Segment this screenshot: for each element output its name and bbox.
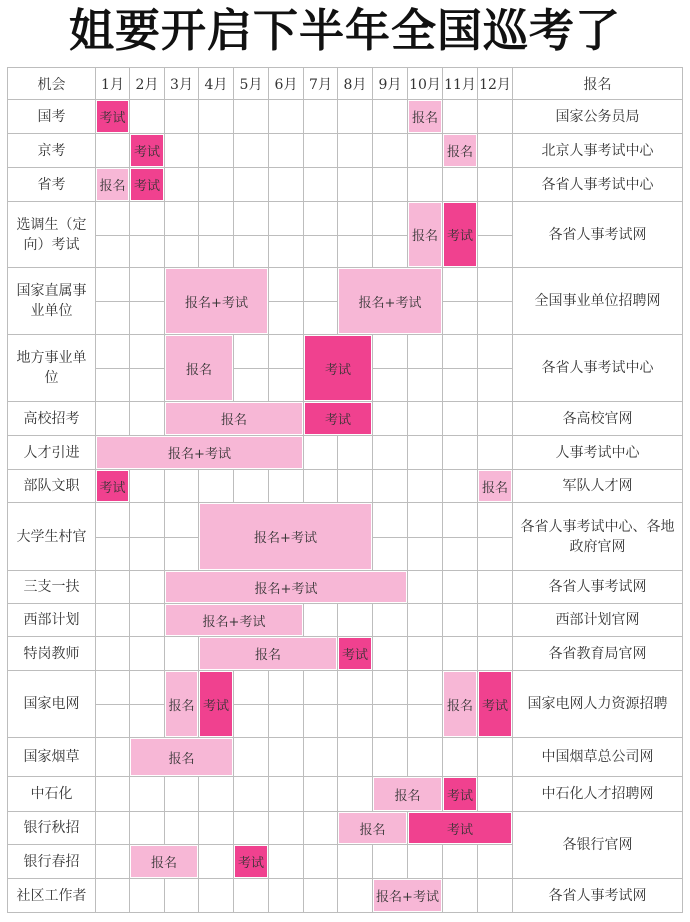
- month-cell: [129, 469, 165, 503]
- cell-divider: [234, 235, 268, 236]
- header-label-col: 机会: [7, 67, 96, 100]
- month-cell: [407, 133, 443, 168]
- registration-block: 报名: [443, 671, 477, 737]
- month-cell: [372, 201, 408, 268]
- row-label: 国考: [7, 99, 96, 134]
- month-cell: [129, 334, 165, 402]
- month-cell: [95, 878, 130, 913]
- month-cell: [233, 776, 269, 812]
- month-cell: [407, 570, 443, 604]
- row-org: 国家公务员局: [512, 99, 683, 134]
- month-cell: [268, 737, 304, 777]
- header-month: 3月: [164, 67, 199, 100]
- month-cell: [198, 99, 234, 134]
- exam-block: 考试: [130, 168, 164, 201]
- month-cell: [337, 776, 373, 812]
- cell-divider: [443, 301, 477, 302]
- month-cell: [477, 603, 513, 637]
- header-org-col: 报名: [512, 67, 683, 100]
- month-cell: [95, 502, 130, 571]
- month-cell: [198, 133, 234, 168]
- row-org: 各银行官网: [512, 811, 683, 879]
- cell-divider: [373, 235, 407, 236]
- month-cell: [233, 878, 269, 913]
- month-cell: [233, 737, 269, 777]
- row-org: 人事考试中心: [512, 435, 683, 470]
- month-cell: [442, 435, 478, 470]
- row-label: 京考: [7, 133, 96, 168]
- cell-divider: [199, 235, 233, 236]
- registration-block: 报名: [443, 134, 477, 167]
- month-cell: [198, 844, 234, 879]
- month-cell: [303, 133, 338, 168]
- month-cell: [233, 469, 269, 503]
- cell-divider: [408, 537, 442, 538]
- month-cell: [407, 603, 443, 637]
- month-cell: [477, 737, 513, 777]
- registration-exam-block: 报名+考试: [199, 503, 372, 570]
- month-cell: [198, 878, 234, 913]
- cell-divider: [96, 537, 129, 538]
- cell-divider: [165, 537, 198, 538]
- cell-divider: [478, 537, 512, 538]
- registration-block: 报名: [199, 637, 337, 670]
- registration-block: 报名: [338, 812, 407, 844]
- month-cell: [198, 776, 234, 812]
- month-cell: [477, 99, 513, 134]
- registration-exam-block: 报名+考试: [96, 436, 303, 469]
- row-label: 国家电网: [7, 670, 96, 738]
- month-cell: [164, 811, 199, 845]
- month-cell: [303, 435, 338, 470]
- month-cell: [129, 811, 165, 845]
- month-cell: [407, 502, 443, 571]
- row-org: 国家电网人力资源招聘: [512, 670, 683, 738]
- month-cell: [198, 167, 234, 202]
- month-cell: [95, 737, 130, 777]
- cell-divider: [373, 368, 407, 369]
- month-cell: [337, 99, 373, 134]
- month-cell: [198, 811, 234, 845]
- month-cell: [477, 133, 513, 168]
- exam-block: 考试: [199, 671, 233, 737]
- registration-exam-block: 报名+考试: [165, 268, 268, 334]
- month-cell: [337, 469, 373, 503]
- month-cell: [477, 570, 513, 604]
- month-cell: [477, 435, 513, 470]
- row-org: 各省教育局官网: [512, 636, 683, 671]
- cell-divider: [408, 704, 442, 705]
- month-cell: [129, 670, 165, 738]
- cell-divider: [96, 704, 129, 705]
- month-cell: [95, 670, 130, 738]
- registration-exam-block: 报名+考试: [165, 604, 303, 636]
- exam-block: 考试: [443, 777, 477, 811]
- month-cell: [233, 670, 269, 738]
- month-cell: [268, 167, 304, 202]
- month-cell: [268, 469, 304, 503]
- month-cell: [95, 401, 130, 436]
- month-cell: [407, 334, 443, 402]
- month-cell: [477, 844, 513, 879]
- row-label: 地方事业单位: [7, 334, 96, 402]
- registration-block: 报名: [408, 202, 442, 267]
- month-cell: [268, 334, 304, 402]
- month-cell: [477, 267, 513, 335]
- row-label: 选调生（定向）考试: [7, 201, 96, 268]
- cell-divider: [408, 368, 442, 369]
- row-label: 省考: [7, 167, 96, 202]
- month-cell: [477, 502, 513, 571]
- page-title: 姐要开启下半年全国巡考了: [68, 4, 621, 57]
- month-cell: [129, 401, 165, 436]
- month-cell: [372, 167, 408, 202]
- month-cell: [303, 201, 338, 268]
- row-org: 各高校官网: [512, 401, 683, 436]
- month-cell: [477, 776, 513, 812]
- cell-divider: [269, 704, 303, 705]
- month-cell: [407, 435, 443, 470]
- month-cell: [303, 267, 338, 335]
- header-month: 10月: [407, 67, 443, 100]
- registration-block: 报名: [408, 100, 442, 133]
- row-org: 各省人事考试网: [512, 878, 683, 913]
- header-month: 1月: [95, 67, 130, 100]
- cell-divider: [478, 368, 512, 369]
- header-month: 12月: [477, 67, 513, 100]
- month-cell: [164, 133, 199, 168]
- month-cell: [164, 776, 199, 812]
- registration-block: 报名: [130, 738, 233, 776]
- month-cell: [268, 878, 304, 913]
- month-cell: [95, 570, 130, 604]
- registration-block: 报名: [373, 777, 442, 811]
- cell-divider: [130, 368, 164, 369]
- exam-block: 考试: [234, 845, 268, 878]
- cell-divider: [373, 537, 407, 538]
- cell-divider: [304, 301, 337, 302]
- month-cell: [95, 133, 130, 168]
- registration-exam-block: 报名+考试: [373, 879, 442, 912]
- month-cell: [129, 636, 165, 671]
- row-org: 各省人事考试中心: [512, 334, 683, 402]
- exam-block: 考试: [338, 637, 372, 670]
- month-cell: [95, 636, 130, 671]
- header-month: 9月: [372, 67, 408, 100]
- row-label: 社区工作者: [7, 878, 96, 913]
- row-org: 北京人事考试中心: [512, 133, 683, 168]
- cell-divider: [478, 235, 512, 236]
- month-cell: [95, 334, 130, 402]
- month-cell: [442, 603, 478, 637]
- registration-block: 报名: [96, 168, 129, 201]
- month-cell: [442, 167, 478, 202]
- month-cell: [407, 670, 443, 738]
- cell-divider: [269, 301, 303, 302]
- header-month: 5月: [233, 67, 269, 100]
- month-cell: [303, 878, 338, 913]
- month-cell: [233, 133, 269, 168]
- month-cell: [372, 670, 408, 738]
- month-cell: [442, 737, 478, 777]
- cell-divider: [338, 235, 372, 236]
- month-cell: [129, 201, 165, 268]
- month-cell: [129, 878, 165, 913]
- cell-divider: [130, 537, 164, 538]
- header-month: 11月: [442, 67, 478, 100]
- cell-divider: [443, 368, 477, 369]
- registration-exam-block: 报名+考试: [165, 571, 407, 603]
- month-cell: [303, 469, 338, 503]
- month-cell: [372, 502, 408, 571]
- month-cell: [442, 844, 478, 879]
- month-cell: [337, 670, 373, 738]
- month-cell: [442, 99, 478, 134]
- month-cell: [477, 167, 513, 202]
- row-label: 部队文职: [7, 469, 96, 503]
- month-cell: [372, 844, 408, 879]
- month-cell: [198, 469, 234, 503]
- month-cell: [95, 603, 130, 637]
- month-cell: [268, 776, 304, 812]
- month-cell: [268, 201, 304, 268]
- month-cell: [268, 267, 304, 335]
- month-cell: [372, 469, 408, 503]
- month-cell: [442, 878, 478, 913]
- row-label: 国家烟草: [7, 737, 96, 777]
- row-org: 全国事业单位招聘网: [512, 267, 683, 335]
- row-label: 三支一扶: [7, 570, 96, 604]
- month-cell: [129, 570, 165, 604]
- exam-block: 考试: [304, 402, 372, 435]
- cell-divider: [96, 301, 129, 302]
- exam-block: 考试: [304, 335, 372, 401]
- month-cell: [303, 167, 338, 202]
- cell-divider: [234, 704, 268, 705]
- row-label: 国家直属事业单位: [7, 267, 96, 335]
- cell-divider: [165, 235, 198, 236]
- header-month: 6月: [268, 67, 304, 100]
- registration-exam-block: 报名+考试: [338, 268, 442, 334]
- cell-divider: [130, 704, 164, 705]
- month-cell: [372, 334, 408, 402]
- month-cell: [233, 99, 269, 134]
- cell-divider: [443, 537, 477, 538]
- month-cell: [477, 878, 513, 913]
- month-cell: [233, 334, 269, 402]
- row-label: 银行秋招: [7, 811, 96, 845]
- month-cell: [442, 570, 478, 604]
- cell-divider: [373, 704, 407, 705]
- month-cell: [303, 670, 338, 738]
- cell-divider: [269, 368, 303, 369]
- cell-divider: [478, 301, 512, 302]
- cell-divider: [130, 235, 164, 236]
- month-cell: [372, 435, 408, 470]
- header-month: 7月: [303, 67, 338, 100]
- month-cell: [477, 401, 513, 436]
- month-cell: [164, 167, 199, 202]
- cell-divider: [304, 704, 337, 705]
- cell-divider: [96, 235, 129, 236]
- month-cell: [407, 469, 443, 503]
- month-cell: [164, 502, 199, 571]
- month-cell: [477, 201, 513, 268]
- month-cell: [164, 469, 199, 503]
- month-cell: [129, 267, 165, 335]
- row-org: 各省人事考试中心、各地政府官网: [512, 502, 683, 571]
- month-cell: [95, 776, 130, 812]
- exam-block: 考试: [130, 134, 164, 167]
- month-cell: [164, 636, 199, 671]
- month-cell: [268, 670, 304, 738]
- month-cell: [95, 267, 130, 335]
- registration-block: 报名: [165, 335, 233, 401]
- month-cell: [407, 737, 443, 777]
- month-cell: [337, 844, 373, 879]
- month-cell: [407, 167, 443, 202]
- month-cell: [129, 776, 165, 812]
- month-cell: [268, 844, 304, 879]
- month-cell: [372, 737, 408, 777]
- registration-block: 报名: [165, 671, 198, 737]
- month-cell: [372, 99, 408, 134]
- month-cell: [164, 201, 199, 268]
- registration-block: 报名: [130, 845, 198, 878]
- row-org: 各省人事考试中心: [512, 167, 683, 202]
- row-label: 人才引进: [7, 435, 96, 470]
- month-cell: [372, 603, 408, 637]
- month-cell: [477, 334, 513, 402]
- month-cell: [303, 776, 338, 812]
- month-cell: [442, 502, 478, 571]
- month-cell: [129, 99, 165, 134]
- cell-divider: [234, 368, 268, 369]
- cell-divider: [269, 235, 303, 236]
- cell-divider: [304, 235, 337, 236]
- cell-divider: [338, 704, 372, 705]
- month-cell: [407, 401, 443, 436]
- cell-divider: [130, 301, 164, 302]
- month-cell: [337, 737, 373, 777]
- month-cell: [95, 201, 130, 268]
- row-label: 西部计划: [7, 603, 96, 637]
- month-cell: [337, 167, 373, 202]
- row-org: 中国烟草总公司网: [512, 737, 683, 777]
- month-cell: [337, 435, 373, 470]
- month-cell: [268, 99, 304, 134]
- month-cell: [268, 133, 304, 168]
- month-cell: [442, 267, 478, 335]
- month-cell: [442, 401, 478, 436]
- month-cell: [407, 636, 443, 671]
- month-cell: [337, 133, 373, 168]
- row-label: 大学生村官: [7, 502, 96, 571]
- header-month: 8月: [337, 67, 373, 100]
- row-org: 各省人事考试网: [512, 201, 683, 268]
- row-org: 军队人才网: [512, 469, 683, 503]
- exam-block: 考试: [408, 812, 512, 844]
- month-cell: [233, 167, 269, 202]
- row-label: 特岗教师: [7, 636, 96, 671]
- header-month: 4月: [198, 67, 234, 100]
- month-cell: [303, 603, 338, 637]
- month-cell: [407, 844, 443, 879]
- month-cell: [233, 201, 269, 268]
- cell-divider: [96, 368, 129, 369]
- month-cell: [233, 811, 269, 845]
- month-cell: [198, 201, 234, 268]
- row-org: 中石化人才招聘网: [512, 776, 683, 812]
- month-cell: [372, 133, 408, 168]
- month-cell: [372, 401, 408, 436]
- month-cell: [303, 737, 338, 777]
- row-label: 中石化: [7, 776, 96, 812]
- month-cell: [442, 469, 478, 503]
- month-cell: [164, 99, 199, 134]
- exam-block: 考试: [96, 100, 129, 133]
- row-label: 高校招考: [7, 401, 96, 436]
- exam-block: 考试: [478, 671, 512, 737]
- month-cell: [95, 811, 130, 845]
- month-cell: [477, 636, 513, 671]
- month-cell: [129, 603, 165, 637]
- row-org: 西部计划官网: [512, 603, 683, 637]
- month-cell: [337, 201, 373, 268]
- registration-block: 报名: [165, 402, 303, 435]
- month-cell: [95, 844, 130, 879]
- month-cell: [442, 636, 478, 671]
- month-cell: [303, 844, 338, 879]
- month-cell: [337, 603, 373, 637]
- exam-block: 考试: [96, 470, 129, 502]
- month-cell: [303, 811, 338, 845]
- month-cell: [442, 334, 478, 402]
- month-cell: [268, 811, 304, 845]
- month-cell: [164, 878, 199, 913]
- row-org: 各省人事考试网: [512, 570, 683, 604]
- row-label: 银行春招: [7, 844, 96, 879]
- header-month: 2月: [129, 67, 165, 100]
- exam-block: 考试: [443, 202, 477, 267]
- month-cell: [303, 99, 338, 134]
- month-cell: [129, 502, 165, 571]
- month-cell: [337, 878, 373, 913]
- registration-block: 报名: [478, 470, 512, 502]
- month-cell: [372, 636, 408, 671]
